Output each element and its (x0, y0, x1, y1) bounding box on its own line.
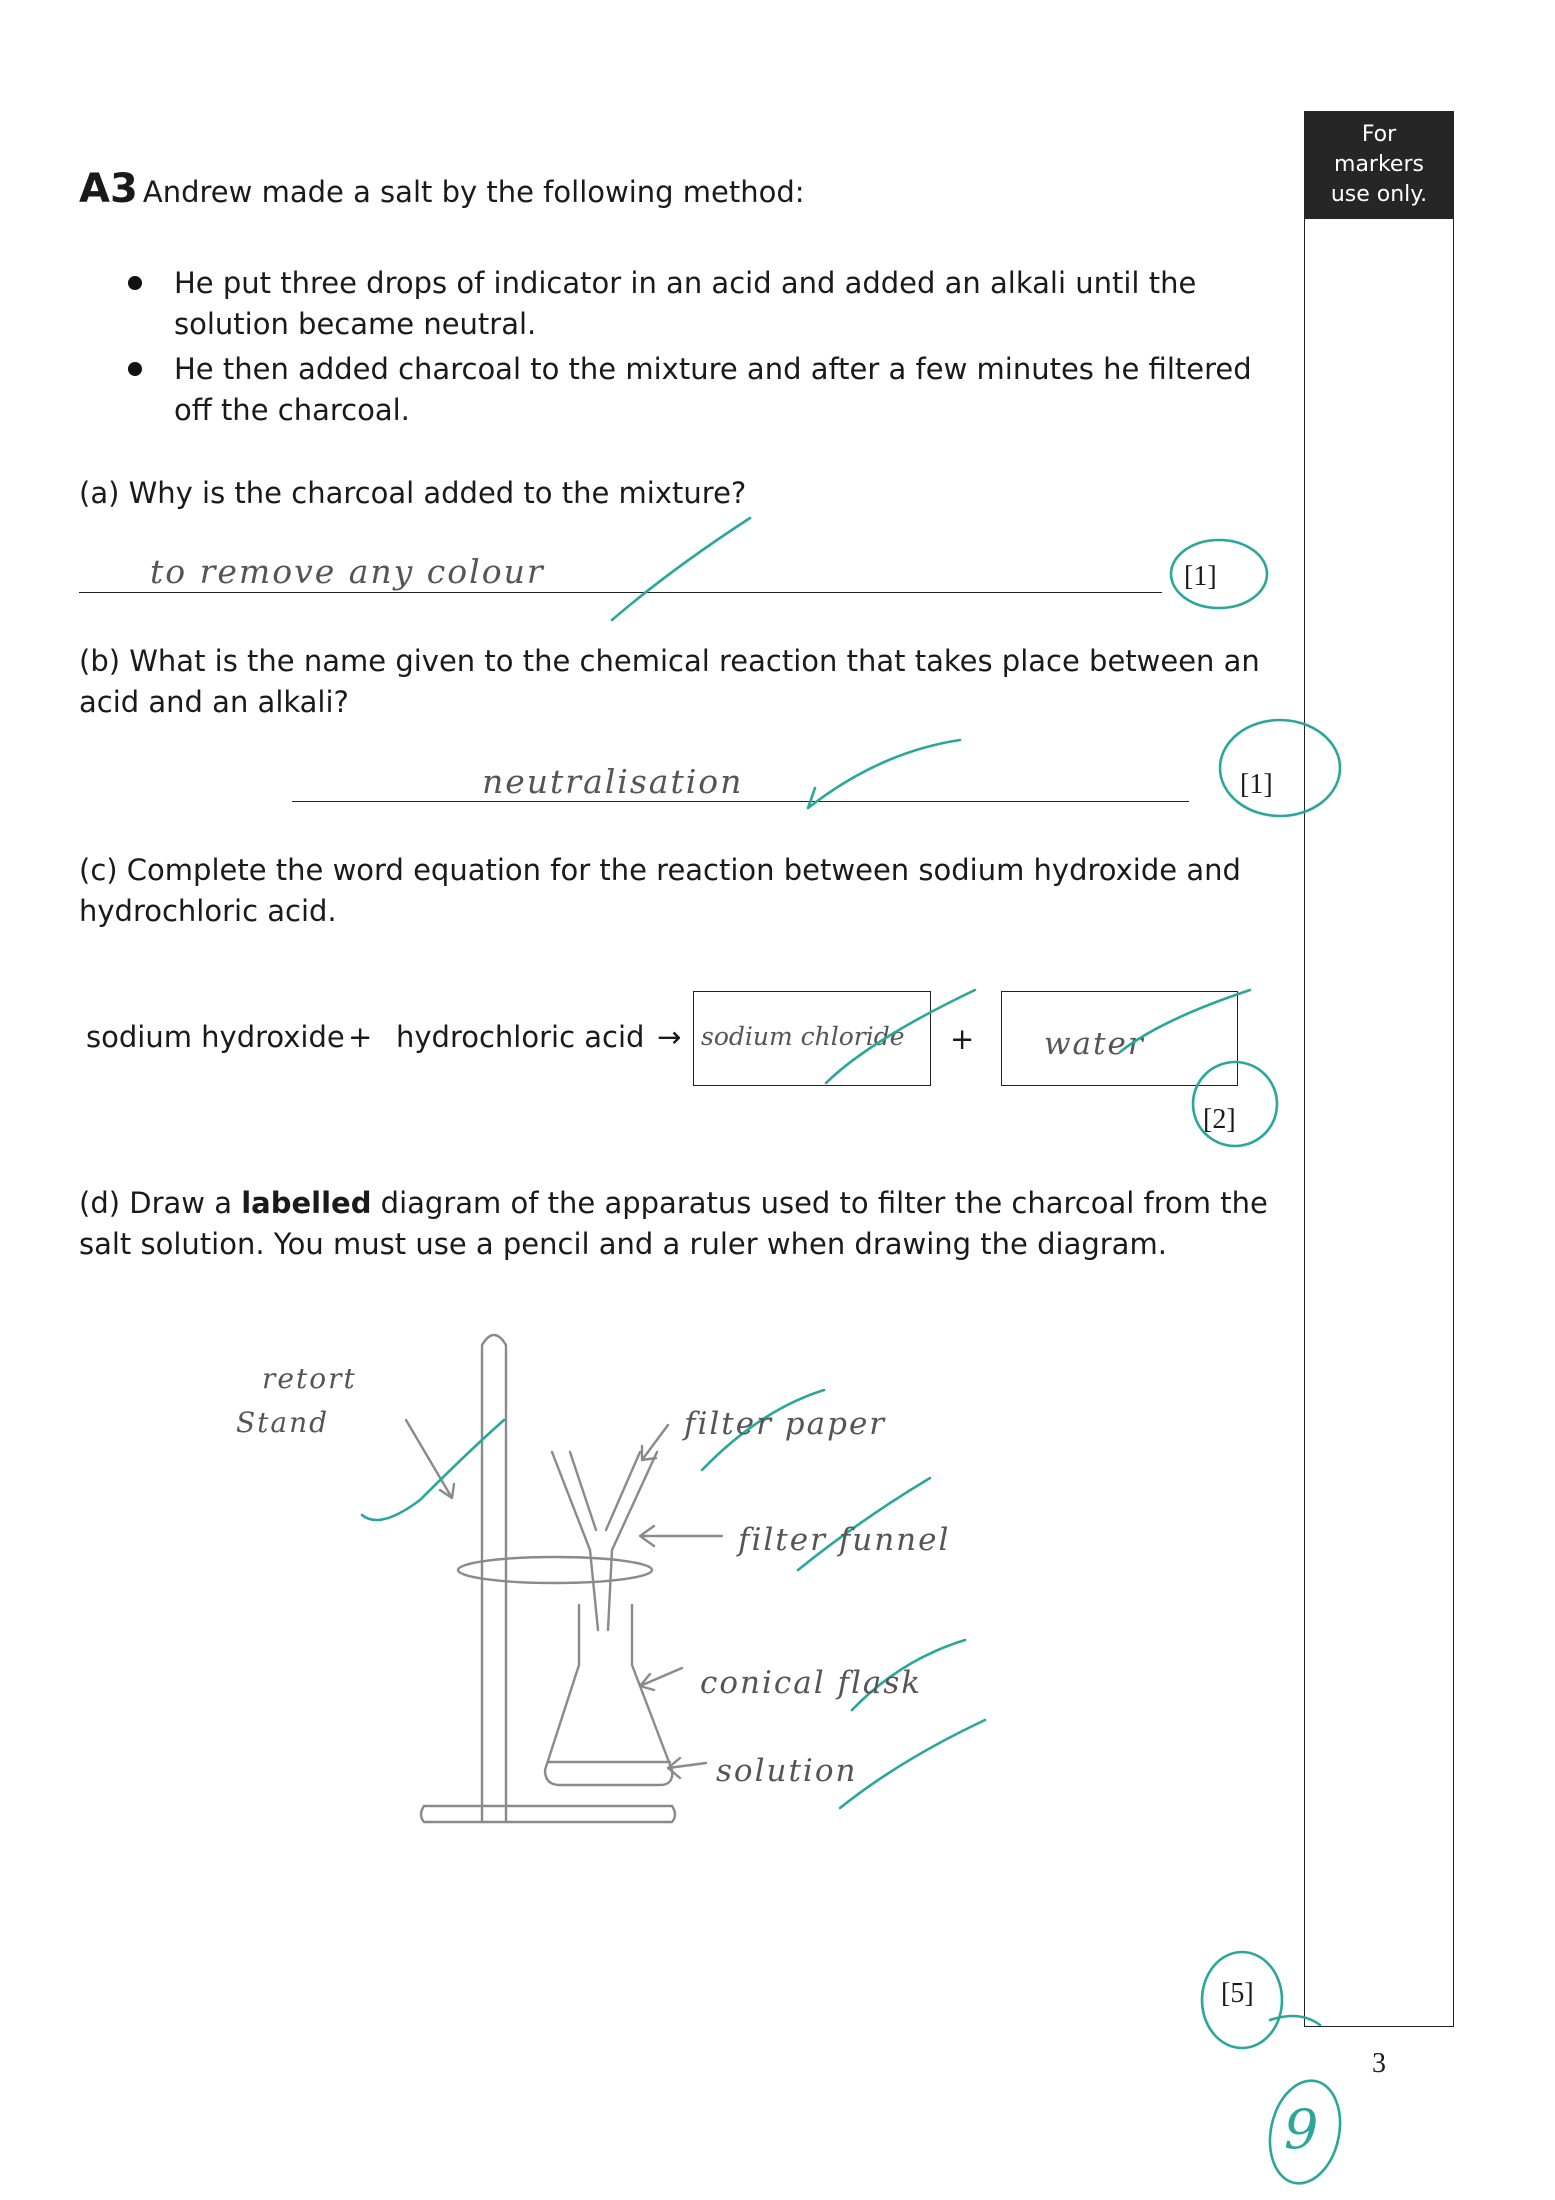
label-filter-funnel: filter funnel (738, 1522, 951, 1558)
part-b-marks: [1] (1240, 769, 1273, 800)
conical-flask (545, 1605, 672, 1785)
equation-arrow: → (657, 1020, 682, 1054)
solution-arrow (668, 1758, 706, 1778)
circle-mark-c (1193, 1062, 1277, 1146)
marker-column-label: For markers use only. (1330, 122, 1428, 207)
clamp-ring (458, 1557, 652, 1583)
bullet-text-1: He put three drops of indicator in an acid and added an alkali until the solution became neutral. (174, 266, 1197, 341)
tick-c2 (1120, 990, 1250, 1052)
part-d-question-post: diagram of the apparatus used to filter the charcoal from the salt solution. You must use a pencil and a ruler when drawing the diagram. (79, 1186, 1268, 1261)
page-number: 3 (1372, 2048, 1386, 2079)
part-d-question-pre: (d) Draw a (79, 1186, 242, 1220)
circle-mark-a (1171, 540, 1267, 608)
equation-plus-2: + (950, 1022, 975, 1056)
bullet-text-2: He then added charcoal to the mixture and after a few minutes he filtered off the charcoal. (174, 352, 1252, 427)
label-conical-flask: conical flask (700, 1665, 923, 1701)
filter-funnel (552, 1452, 657, 1630)
total-score: 9 (1284, 2098, 1319, 2161)
tick-c1 (826, 990, 975, 1083)
filter-funnel-arrow (640, 1526, 722, 1546)
label-retort: retort (262, 1362, 357, 1395)
part-c-marks: [2] (1203, 1104, 1236, 1135)
part-c-question: (c) Complete the word equation for the reaction between sodium hydroxide and hydrochloric acid. (79, 853, 1241, 928)
equation-reactant-2: hydrochloric acid (396, 1020, 645, 1054)
question-number: A3 (79, 166, 138, 212)
tick-b (808, 740, 960, 808)
equation-plus-1: + (348, 1020, 373, 1054)
part-d-marks: [5] (1221, 1978, 1254, 2009)
part-a-answer: to remove any colour (150, 552, 545, 591)
tick-d5 (840, 1720, 985, 1808)
part-b-answer: neutralisation (482, 762, 744, 801)
label-filter-paper: filter paper (684, 1406, 887, 1442)
label-stand: Stand (236, 1406, 330, 1439)
circle-mark-b (1220, 720, 1340, 816)
label-solution: solution (716, 1753, 858, 1789)
question-intro: Andrew made a salt by the following method: (142, 175, 805, 209)
part-d-question-bold: labelled (241, 1186, 372, 1220)
tick-a (612, 518, 750, 620)
equation-product-1: sodium chloride (701, 1022, 905, 1051)
equation-reactant-1: sodium hydroxide (86, 1020, 345, 1054)
retort-stand-base (421, 1806, 675, 1822)
equation-product-2: water (1044, 1026, 1145, 1062)
part-a-marks: [1] (1184, 561, 1217, 592)
retort-stand-arrow (406, 1420, 454, 1498)
part-a-question: (a) Why is the charcoal added to the mixture? (79, 476, 747, 510)
conical-flask-arrow (640, 1668, 682, 1690)
part-b-question: (b) What is the name given to the chemical reaction that takes place between an acid and an alkali? (79, 644, 1260, 719)
